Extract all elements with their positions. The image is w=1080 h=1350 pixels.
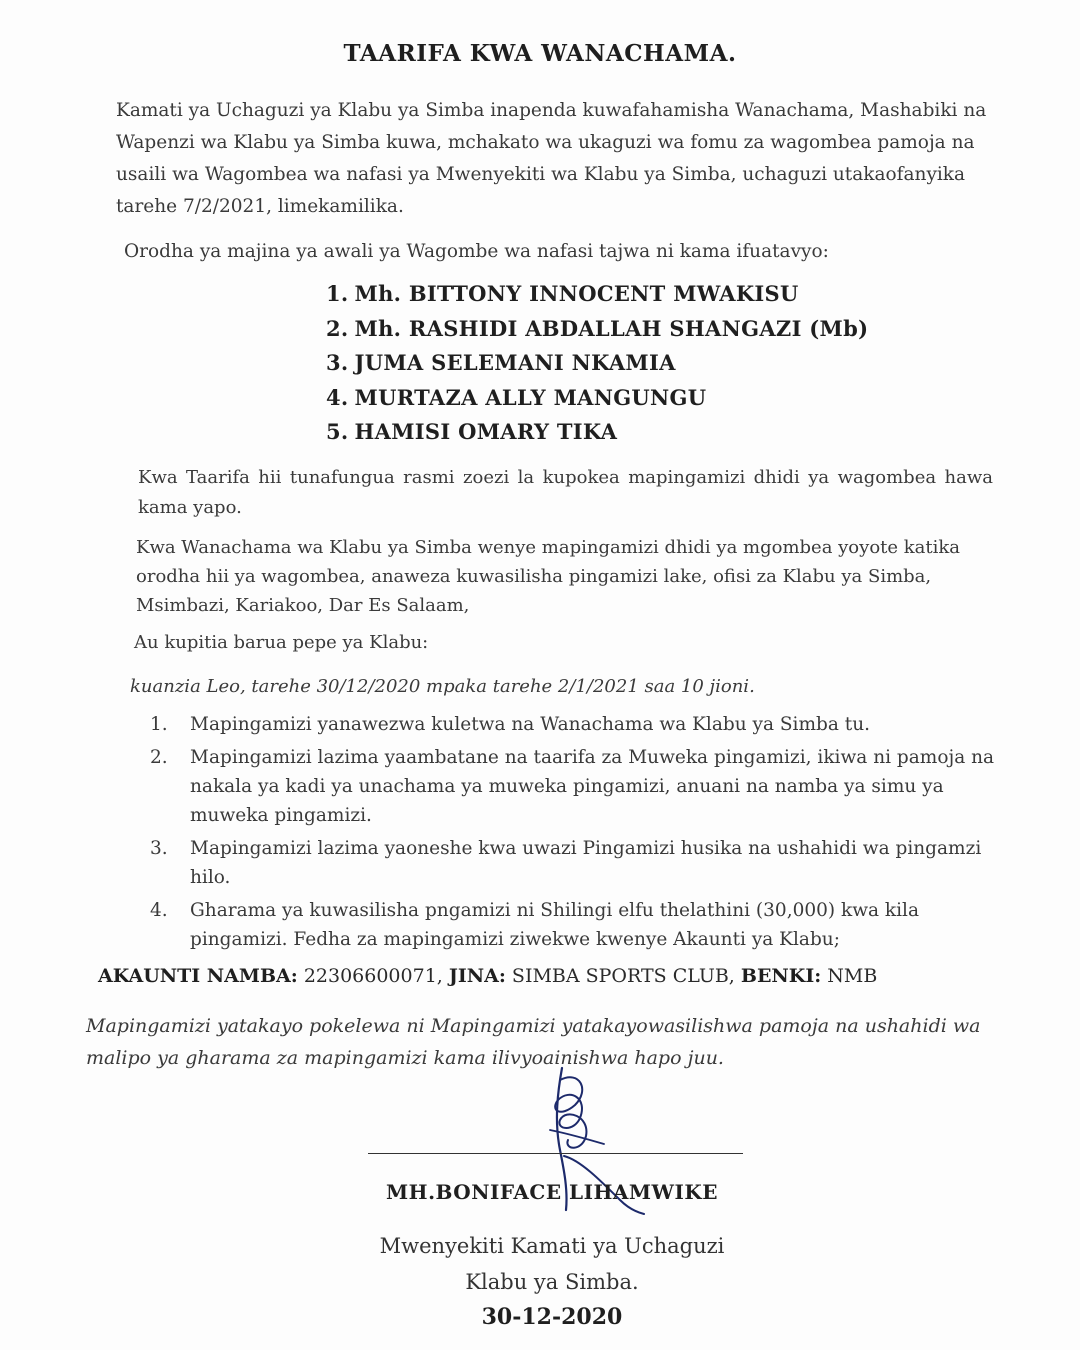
candidate-number: 4.	[326, 384, 349, 410]
account-name-value: SIMBA SPORTS CLUB,	[511, 965, 735, 987]
email-line: Au kupitia barua pepe ya Klabu:	[134, 632, 429, 653]
signer-organization: Klabu ya Simba.	[465, 1270, 639, 1294]
bank-account-line	[98, 960, 1028, 992]
signer-name: MH.BONIFACE LIHAMWIKE	[386, 1180, 718, 1204]
intro-paragraph: Kamati ya Uchaguzi ya Klabu ya Simba inapenda kuwafahamisha Wanachama, Mashabiki na Wapenzi wa Klabu ya Simba kuwa, mchakato wa ukaguzi wa fomu za wagombea pamoja na usaili wa Wagombea wa nafasi ya Mwenyekiti wa Klabu ya Simba, uchaguzi utakaofanyika tarehe 7/2/2021, limekamilika.	[116, 100, 987, 217]
rule-item	[150, 896, 1020, 954]
candidate-name: Mh. BITTONY INNOCENT MWAKISU	[354, 281, 799, 306]
candidate-list	[326, 277, 868, 450]
period-line: kuanzia Leo, tarehe 30/12/2020 mpaka tarehe 2/1/2021 saa 10 jioni.	[130, 676, 755, 697]
account-name-label: JINA:	[448, 965, 506, 987]
candidate-name: HAMISI OMARY TIKA	[354, 419, 618, 444]
document-title: TAARIFA KWA WANACHAMA.	[343, 40, 737, 67]
rule-item	[150, 743, 1020, 830]
rules-list	[150, 710, 1020, 958]
rule-text: Gharama ya kuwasilisha pngamizi ni Shilingi elfu thelathini (30,000) kwa kila pingamizi. Fedha za mapingamizi ziwekwe kwenye Akaunti ya Klabu;	[190, 900, 920, 950]
candidate-item	[326, 415, 868, 450]
rule-text: Mapingamizi yanawezwa kuletwa na Wanachama wa Klabu ya Simba tu.	[190, 714, 870, 735]
list-intro-paragraph: Orodha ya majina ya awali ya Wagombe wa nafasi tajwa ni kama ifuatavyo:	[124, 241, 829, 262]
candidate-item	[326, 312, 868, 347]
rule-text: Mapingamizi lazima yaoneshe kwa uwazi Pingamizi husika na ushahidi wa pingamzi hilo.	[190, 838, 982, 888]
candidate-item	[326, 346, 868, 381]
candidate-name: Mh. RASHIDI ABDALLAH SHANGAZI (Mb)	[354, 315, 869, 341]
rule-text: Mapingamizi lazima yaambatane na taarifa za Muweka pingamizi, ikiwa ni pamoja na nakala ya kadi ya unachama ya muweka pingamizi, anuani na namba ya simu ya muweka pingamizi.	[190, 747, 995, 826]
candidate-item	[326, 277, 868, 312]
signature-line	[368, 1153, 743, 1154]
rule-number: 1.	[150, 714, 168, 735]
rule-number: 4.	[150, 900, 168, 921]
signer-role: Mwenyekiti Kamati ya Uchaguzi	[379, 1234, 725, 1258]
candidate-name: MURTAZA ALLY MANGUNGU	[354, 384, 707, 410]
candidate-item	[326, 381, 868, 416]
bank-label: BENKI:	[740, 965, 822, 987]
rule-number: 2.	[150, 747, 168, 768]
rule-item	[150, 834, 1020, 892]
document-date: 30-12-2020	[481, 1304, 623, 1330]
account-number-label: AKAUNTI NAMBA:	[98, 965, 298, 987]
rule-item	[150, 710, 1020, 739]
account-number-value: 22306600071,	[303, 965, 443, 987]
objections-where-paragraph: Kwa Wanachama wa Klabu ya Simba wenye mapingamizi dhidi ya mgombea yoyote katika orodha hii ya wagombea, anaweza kuwasilisha pingamizi lake, ofisi za Klabu ya Simba, Msimbazi, Kariakoo, Dar Es Salaam,	[136, 537, 961, 616]
bank-value: NMB	[827, 965, 878, 987]
candidate-number: 5.	[326, 419, 349, 444]
candidate-name: JUMA SELEMANI NKAMIA	[354, 350, 676, 375]
objections-open-paragraph: Kwa Taarifa hii tunafungua rasmi zoezi la kupokea mapingamizi dhidi ya wagombea hawa kama yapo.	[138, 467, 993, 518]
candidate-number: 1.	[326, 281, 349, 306]
closing-paragraph: Mapingamizi yatakayo pokelewa ni Mapingamizi yatakayowasilishwa pamoja na ushahidi wa malipo ya gharama za mapingamizi kama ilivyoainishwa hapo juu.	[86, 1015, 981, 1069]
rule-number: 3.	[150, 838, 168, 859]
candidate-number: 2.	[326, 315, 349, 341]
candidate-number: 3.	[326, 350, 349, 375]
